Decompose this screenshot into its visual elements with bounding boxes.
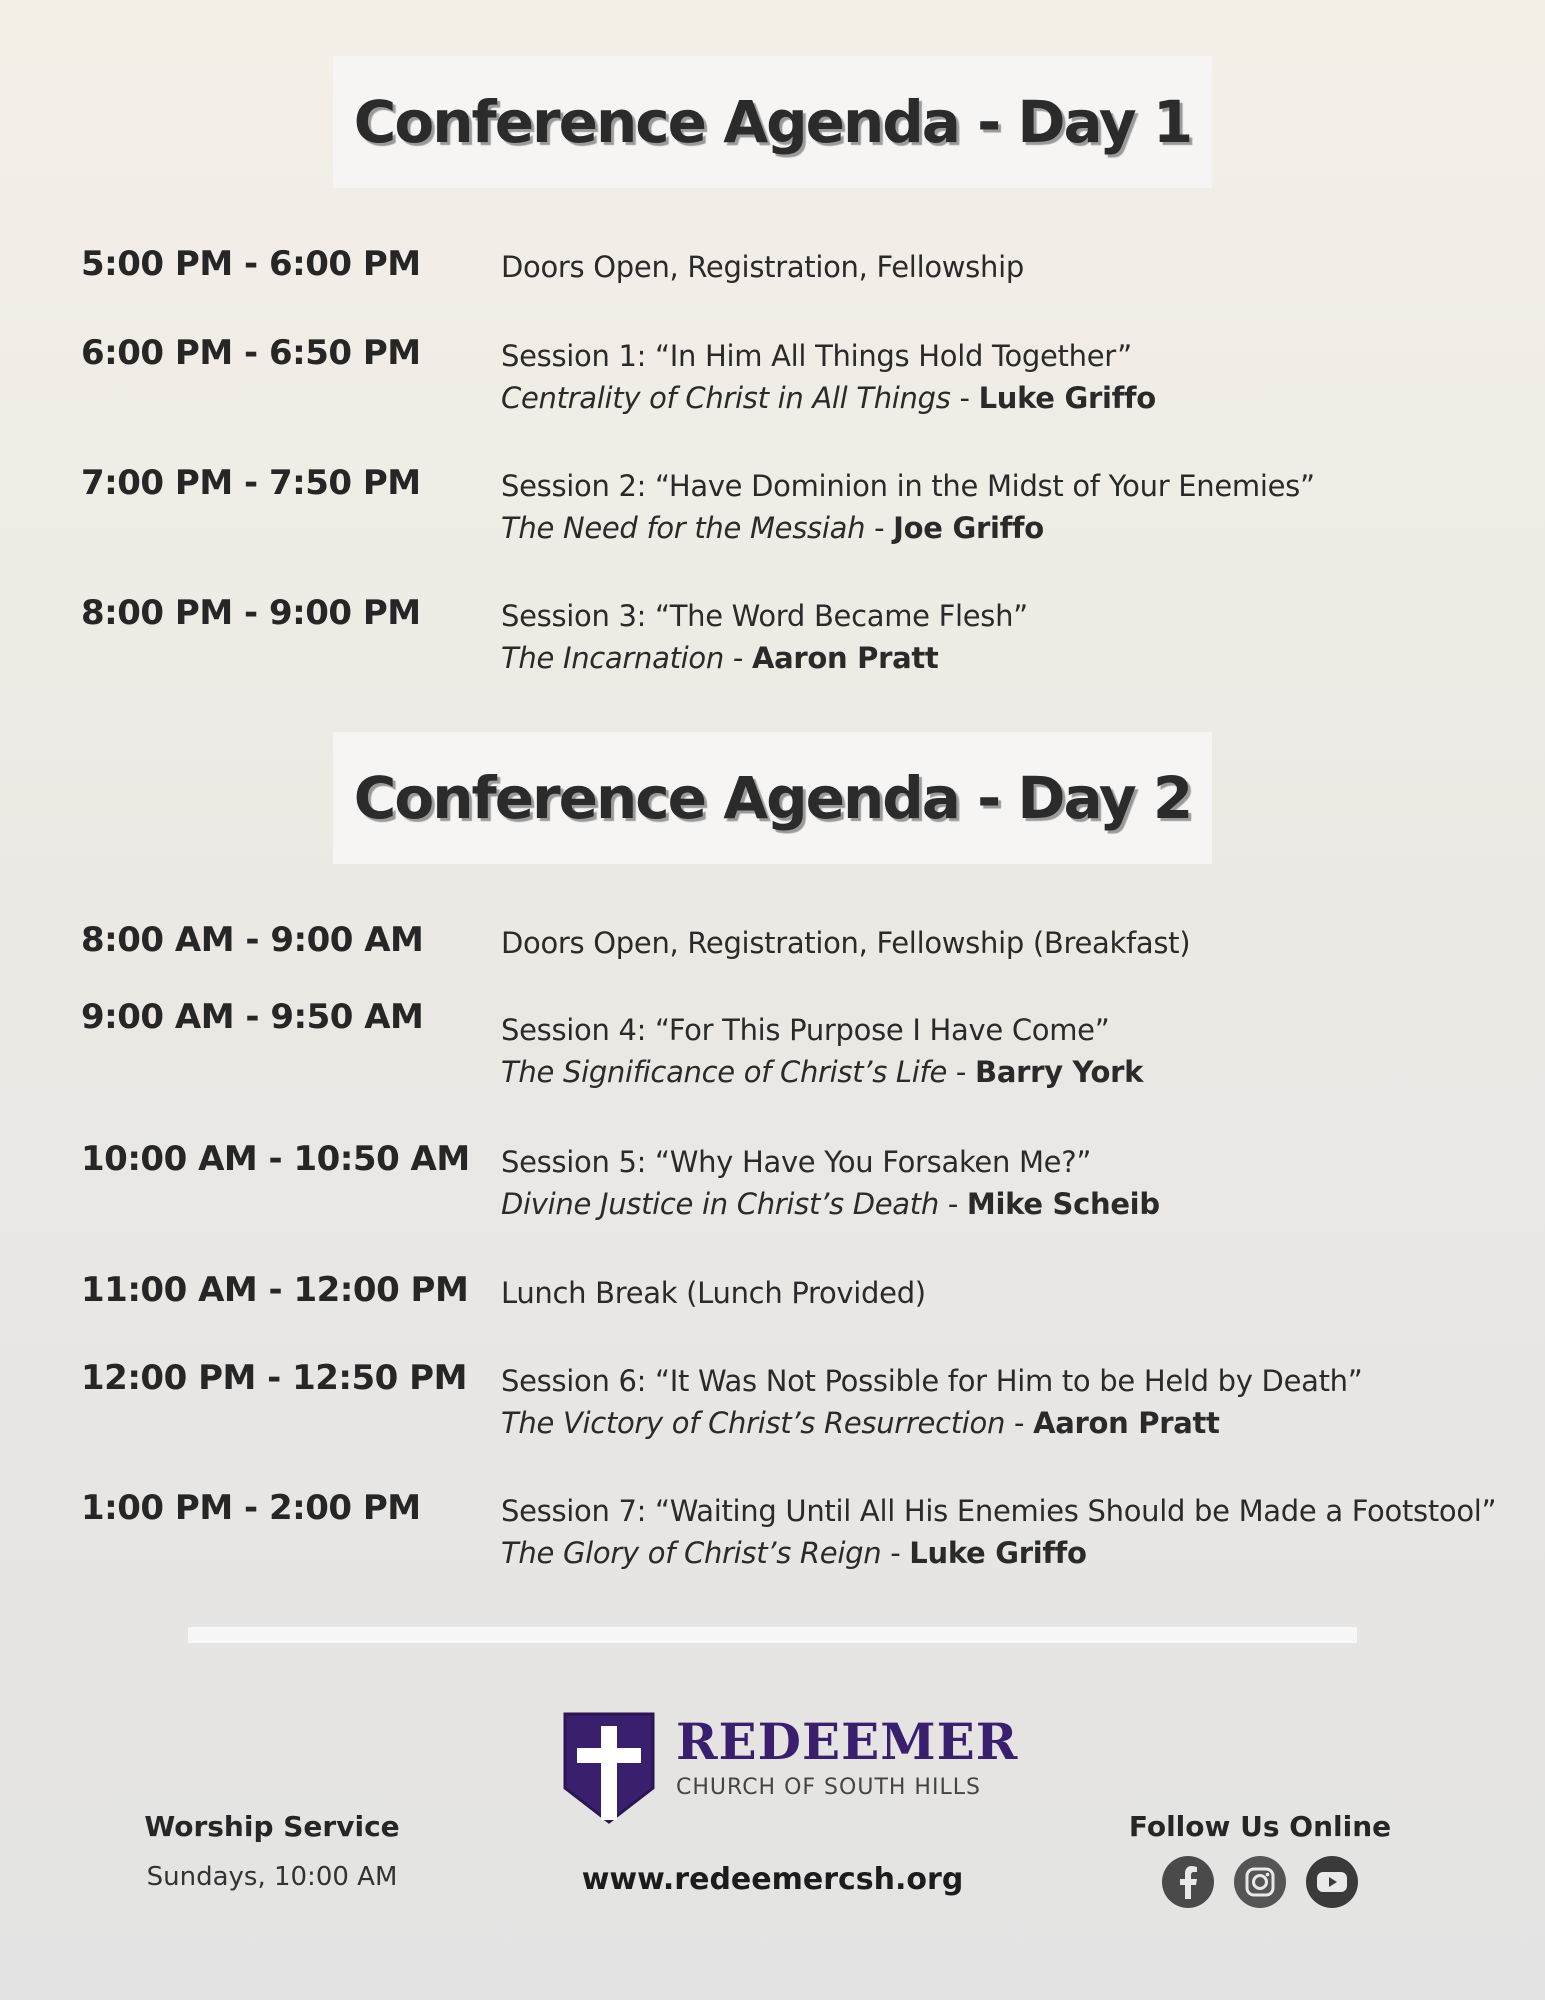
day2-title: Conference Agenda - Day 2: [333, 732, 1212, 864]
day1-title: Conference Agenda - Day 1: [333, 56, 1212, 188]
agenda-speaker: Mike Scheib: [966, 1187, 1160, 1221]
separator: -: [950, 381, 979, 415]
agenda-time: 6:00 PM - 6:50 PM: [81, 333, 421, 373]
agenda-desc: [501, 246, 1024, 288]
agenda-desc: [501, 465, 1315, 549]
agenda-desc: [501, 922, 1190, 964]
separator: -: [1005, 1406, 1034, 1440]
separator: -: [865, 511, 894, 545]
shield-cross-icon: [559, 1710, 659, 1828]
agenda-time: 10:00 AM - 10:50 AM: [81, 1139, 470, 1179]
agenda-speaker: Luke Griffo: [978, 381, 1156, 415]
facebook-icon[interactable]: [1161, 1855, 1215, 1909]
worship-service-time: Sundays, 10:00 AM: [146, 1862, 398, 1892]
separator: -: [881, 1536, 910, 1570]
website-link[interactable]: www.redeemercsh.org: [581, 1862, 964, 1897]
divider: [188, 1627, 1357, 1643]
agenda-desc: [501, 1141, 1160, 1225]
agenda-time: 5:00 PM - 6:00 PM: [81, 244, 421, 284]
agenda-time: 1:00 PM - 2:00 PM: [81, 1488, 421, 1528]
logo-name: REDEEMER: [676, 1712, 1019, 1771]
agenda-title: Session 4: “For This Purpose I Have Come”: [501, 1013, 1110, 1047]
agenda-title: Session 6: “It Was Not Possible for Him to be Held by Death”: [501, 1364, 1363, 1398]
instagram-icon[interactable]: [1233, 1855, 1287, 1909]
agenda-speaker: Aaron Pratt: [751, 641, 939, 675]
agenda-time: 7:00 PM - 7:50 PM: [81, 463, 421, 503]
agenda-desc: [501, 1009, 1143, 1093]
agenda-subtitle: The Significance of Christ’s Life: [501, 1055, 948, 1089]
agenda-subtitle: Divine Justice in Christ’s Death: [501, 1187, 939, 1221]
agenda-subtitle: Centrality of Christ in All Things: [501, 381, 951, 415]
separator: -: [938, 1187, 967, 1221]
agenda-speaker: Luke Griffo: [909, 1536, 1087, 1570]
agenda-subtitle: The Glory of Christ’s Reign: [501, 1536, 882, 1570]
agenda-subtitle: The Need for the Messiah: [501, 511, 866, 545]
worship-service-title: Worship Service: [144, 1810, 400, 1843]
agenda-title: Session 5: “Why Have You Forsaken Me?”: [501, 1145, 1092, 1179]
agenda-title: Session 1: “In Him All Things Hold Together”: [501, 339, 1132, 373]
youtube-icon[interactable]: [1305, 1855, 1359, 1909]
agenda-title: Doors Open, Registration, Fellowship: [501, 250, 1024, 284]
agenda-subtitle: The Incarnation: [501, 641, 724, 675]
agenda-time: 11:00 AM - 12:00 PM: [81, 1270, 469, 1310]
separator: -: [947, 1055, 976, 1089]
agenda-speaker: Joe Griffo: [893, 511, 1044, 545]
agenda-time: 8:00 AM - 9:00 AM: [81, 920, 424, 960]
agenda-subtitle: The Victory of Christ’s Resurrection: [501, 1406, 1006, 1440]
agenda-desc: [501, 1490, 1496, 1574]
agenda-title: Session 7: “Waiting Until All His Enemies Should be Made a Footstool”: [501, 1494, 1497, 1528]
agenda-time: 9:00 AM - 9:50 AM: [81, 997, 424, 1037]
agenda-title: Lunch Break (Lunch Provided): [501, 1276, 926, 1310]
agenda-speaker: Barry York: [975, 1055, 1144, 1089]
agenda-title: Session 3: “The Word Became Flesh”: [501, 599, 1028, 633]
follow-us-title: Follow Us Online: [1128, 1810, 1392, 1843]
agenda-time: 8:00 PM - 9:00 PM: [81, 593, 421, 633]
agenda-desc: [501, 1360, 1362, 1444]
logo-subtitle: CHURCH OF SOUTH HILLS: [676, 1775, 981, 1800]
agenda-time: 12:00 PM - 12:50 PM: [81, 1358, 467, 1398]
agenda-desc: [501, 1272, 926, 1314]
agenda-title: Doors Open, Registration, Fellowship (Breakfast): [501, 926, 1191, 960]
agenda-desc: [501, 595, 1028, 679]
agenda-desc: [501, 335, 1156, 419]
agenda-title: Session 2: “Have Dominion in the Midst of Your Enemies”: [501, 469, 1315, 503]
agenda-speaker: Aaron Pratt: [1033, 1406, 1220, 1440]
separator: -: [723, 641, 752, 675]
